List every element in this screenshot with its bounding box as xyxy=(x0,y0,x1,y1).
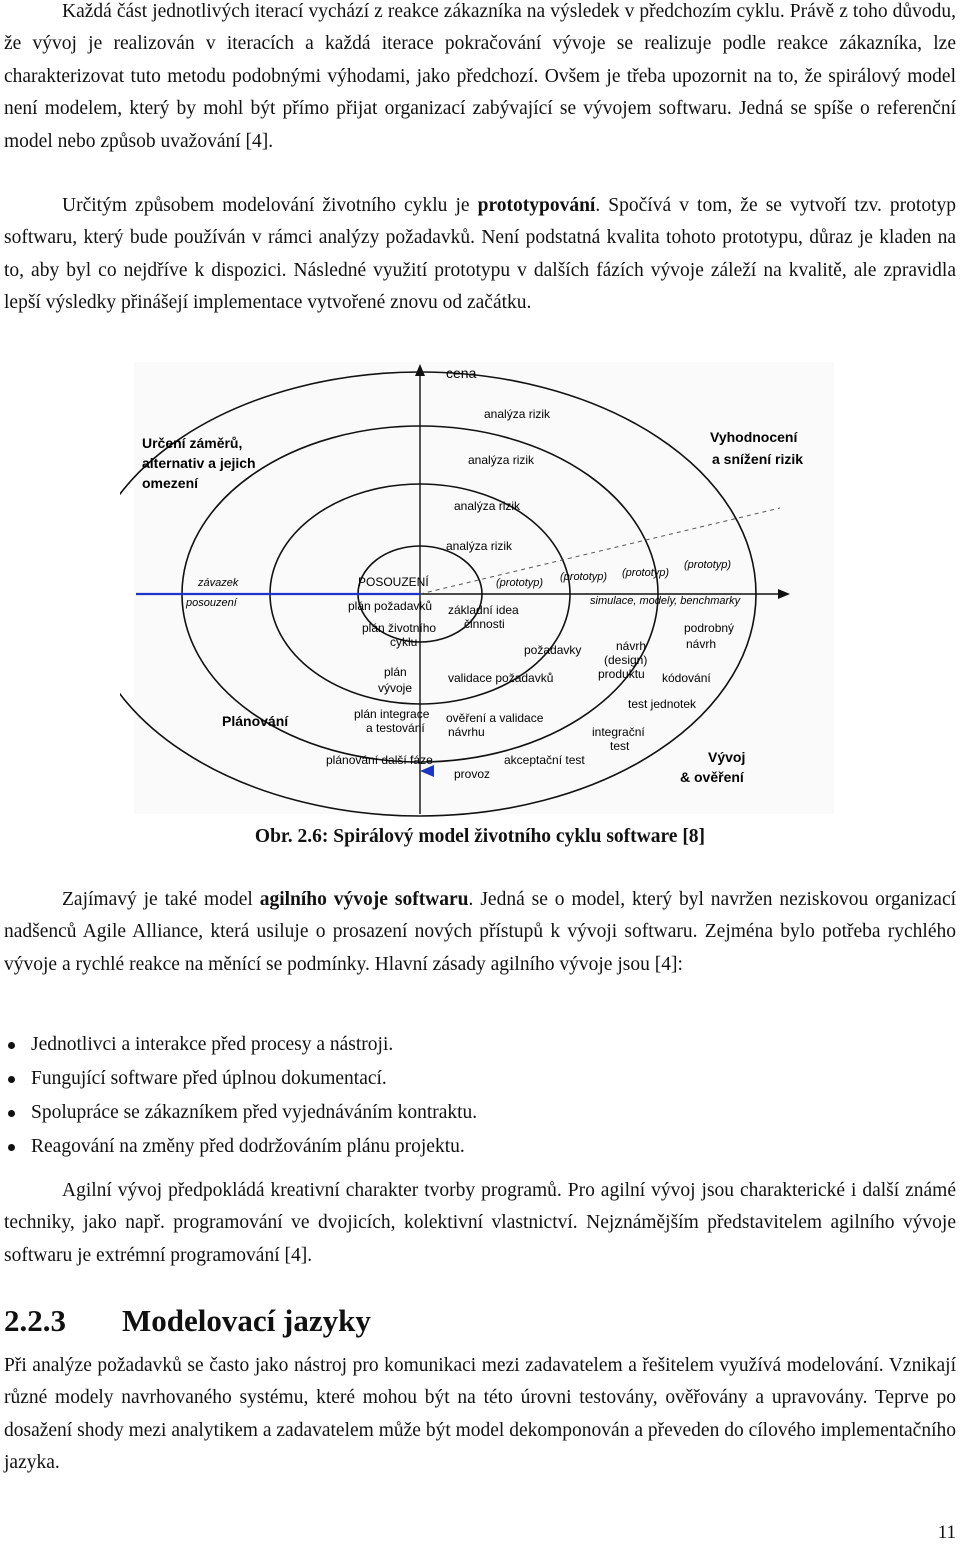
quadrant-label-objectives: omezení xyxy=(142,475,199,491)
figure-caption: Obr. 2.6: Spirálový model životního cyklu software [8] xyxy=(254,826,706,847)
label-dev-plan: plán xyxy=(384,665,407,679)
label-prototype: (prototyp) xyxy=(560,571,608,583)
paragraph-iterations xyxy=(4,0,956,158)
label-integration-plan: plán integrace xyxy=(354,707,430,721)
label-requirements-plan: plán požadavků xyxy=(348,599,433,613)
list-item: Jednotlivci a interakce před procesy a nástroji. xyxy=(4,1028,477,1062)
paragraph-text: Agilní vývoj předpokládá kreativní charakter tvorby programů. Pro agilní vývoj jsou charakterické i další známé techniky, jako např. programování ve dvojicích, kolektivní vlastnictví. Nejznámějším představitelem agilního vývoje softwaru je extrémní programování [4]. xyxy=(4,1180,956,1266)
label-integration-test: integrační xyxy=(592,725,645,739)
quadrant-label-objectives: alternativ a jejich xyxy=(142,455,256,471)
label-integration-plan: a testování xyxy=(366,721,425,735)
paragraph-prototyping xyxy=(4,190,956,320)
axis-label-cena: cena xyxy=(446,365,477,381)
label-lifecycle-plan: cyklu xyxy=(390,635,418,649)
quadrant-label-risk: a snížení rizik xyxy=(712,451,804,467)
label-design: (design) xyxy=(604,653,648,667)
label-lifecycle-plan: plán životního xyxy=(362,621,437,635)
label-detailed-design: podrobný xyxy=(684,621,735,635)
list-item: Reagování na změny před dodržováním plánu projektu. xyxy=(4,1130,477,1164)
list-item: Spolupráce se zákazníkem před vyjednáváním kontraktu. xyxy=(4,1096,477,1130)
section-title: Modelovací jazyky xyxy=(122,1303,371,1338)
label-detailed-design: návrh xyxy=(686,637,717,651)
label-prototype: (prototyp) xyxy=(622,567,670,579)
term-agile: agilního vývoje softwaru xyxy=(259,889,469,910)
label-design-verification: ověření a validace xyxy=(446,711,544,725)
agile-principles-list xyxy=(4,1028,477,1164)
label-risk-analysis: analýza rizik xyxy=(468,453,535,467)
section-number: 2.2.3 xyxy=(4,1303,66,1338)
label-coding: kódování xyxy=(662,671,711,685)
quadrant-label-risk: Vyhodnocení xyxy=(710,429,798,445)
label-risk-analysis: analýza rizik xyxy=(454,499,521,513)
label-dev-plan: vývoje xyxy=(378,681,413,695)
label-prototype: (prototyp) xyxy=(496,577,544,589)
label-req-validation: validace požadavků xyxy=(448,671,554,685)
paragraph-text-start: Určitým způsobem modelování životního cyklu je xyxy=(62,195,478,216)
paragraph-text-end: . Jedná se o model, který byl navržen neziskovou organizací nadšenců Agile Alliance, která usiluje o prosazení nových přístupů k vývoji softwaru. Zejména bylo potřeba rychlého vývoje a rychlé reakce na měnící se podmínky. Hlavní zásady agilního vývoje jsou [4]: xyxy=(4,889,957,975)
label-design: návrh xyxy=(616,639,647,653)
paragraph-text: Při analýze požadavků se často jako nástroj pro komunikaci mezi zadavatelem a řešitelem využívá modelování. Vznikají různé modely navrhovaného systému, které mohou být na této úrovni testovány, ověřovány a upravovány. Teprve po dosažení shody mezi analytikem a zadavatelem může být model dekomponován a převeden do cílového implementačního jazyka. xyxy=(4,1355,956,1474)
label-unit-test: test jednotek xyxy=(628,697,697,711)
paragraph-text: Každá část jednotlivých iterací vychází z reakce zákazníka na výsledek v předchozím cyklu. Právě z toho důvodu, že vývoj je realizován v iteracích a každá iterace pokračování vývoje se realizuje podle reakce zákazníka, lze charakterizovat tuto metodu podobnými výhodami, jako předchozí. Ovšem je třeba upozornit na to, že spirálový model není modelem, který by mohl být přímo přijat organizací zabývající se vývojem softwaru. Jedná se spíše o referenční model nebo způsob uvažování [4]. xyxy=(4,1,956,152)
section-heading xyxy=(4,1300,371,1342)
label-prototype: (prototyp) xyxy=(684,559,732,571)
label-design: produktu xyxy=(598,667,645,681)
label-next-phase: plánování další fáze xyxy=(326,753,433,767)
label-concept: činnosti xyxy=(464,617,505,631)
term-prototyping: prototypování xyxy=(477,195,596,216)
page-number: 11 xyxy=(937,1522,956,1543)
label-review-caps: POSOUZENÍ xyxy=(358,575,429,589)
label-risk-analysis: analýza rizik xyxy=(484,407,551,421)
label-commitment: závazek xyxy=(198,577,239,589)
label-design-verification: návrhu xyxy=(448,725,485,739)
quadrant-label-development: Vývoj xyxy=(708,749,746,765)
label-integration-test: test xyxy=(610,739,630,753)
paragraph-agile xyxy=(4,884,956,981)
label-review: posouzení xyxy=(186,597,237,609)
label-operation: provoz xyxy=(454,767,491,781)
label-acceptance-test: akceptační test xyxy=(504,753,585,767)
paragraph-modeling xyxy=(4,1350,956,1480)
label-requirements: požadavky xyxy=(524,643,582,657)
paragraph-text-start: Zajímavý je také model xyxy=(62,889,260,910)
list-item: Fungující software před úplnou dokumentací. xyxy=(4,1062,477,1096)
quadrant-label-planning: Plánování xyxy=(222,713,289,729)
label-concept: základní idea xyxy=(448,603,519,617)
paragraph-agile-techniques xyxy=(4,1175,956,1272)
quadrant-label-development: & ověření xyxy=(680,769,744,785)
spiral-model-diagram xyxy=(120,358,840,818)
label-simulation: simulace, modely, benchmarky xyxy=(590,595,741,607)
paragraph-text-end: . Spočívá v tom, že se vytvoří tzv. prototyp softwaru, který bude používán v rámci analýzy požadavků. Není podstatná kvalita tohoto prototypu, důraz je kladen na to, aby byl co nejdříve k dispozici. Následné využití prototypu v dalších fázích vývoje záleží na kvalitě, ale zpravidla lepší výsledky přinášejí implementace vytvořené znovu od začátku. xyxy=(4,195,956,314)
quadrant-label-objectives: Určení záměrů, xyxy=(142,435,243,451)
label-risk-analysis: analýza rizik xyxy=(446,539,513,553)
